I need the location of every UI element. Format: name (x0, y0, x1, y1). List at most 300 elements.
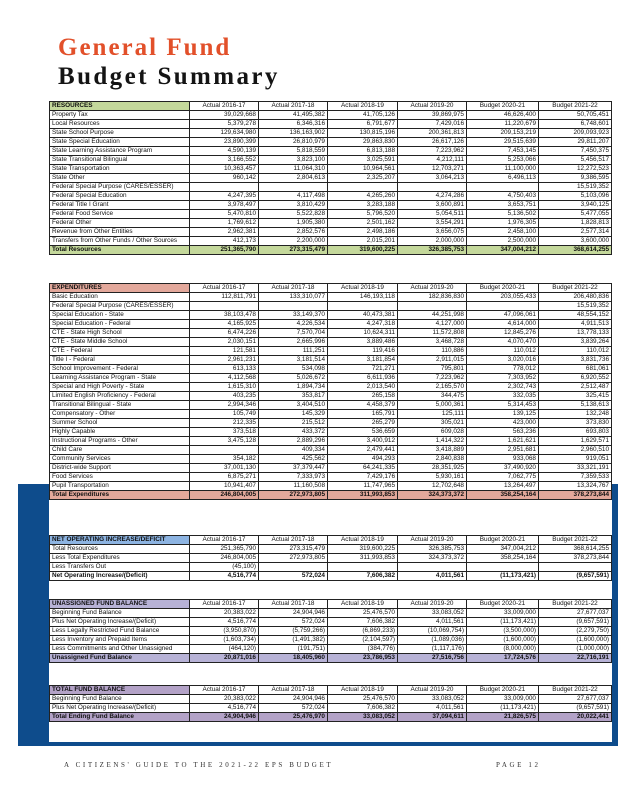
table-row (50, 302, 612, 311)
value-cell: 5,054,511 (398, 210, 467, 219)
value-cell: 33,321,191 (539, 464, 612, 473)
row-label: Special and High Poverty - State (50, 383, 190, 392)
value-cell: 2,479,441 (328, 446, 398, 455)
value-cell: 246,804,005 (190, 491, 259, 500)
value-cell: 64,241,335 (328, 464, 398, 473)
value-cell: 368,614,255 (539, 545, 612, 554)
value-cell: 4,274,286 (398, 192, 467, 201)
value-cell: 18,405,960 (259, 654, 328, 663)
value-cell (328, 302, 398, 311)
value-cell: 353,817 (259, 392, 328, 401)
value-cell: 2,960,510 (539, 446, 612, 455)
row-label: CTE - State High School (50, 329, 190, 338)
value-cell: 12,702,648 (398, 482, 467, 491)
value-cell: 7,223,962 (398, 147, 467, 156)
value-cell: 563,236 (467, 428, 539, 437)
row-label: Special Education - State (50, 311, 190, 320)
row-label: Pupil Transportation (50, 482, 190, 491)
column-header: Actual 2018-19 (328, 536, 398, 545)
column-header: Actual 2018-19 (328, 284, 398, 293)
value-cell: (2,279,750) (539, 627, 612, 636)
value-cell: 44,251,998 (398, 311, 467, 320)
value-cell: 25,476,970 (259, 713, 328, 722)
value-cell: 215,512 (259, 419, 328, 428)
value-cell: 778,012 (467, 365, 539, 374)
value-cell: 2,200,000 (259, 237, 328, 246)
column-header: Actual 2018-19 (328, 102, 398, 111)
value-cell: 3,831,736 (539, 356, 612, 365)
value-cell: 4,011,561 (398, 618, 467, 627)
value-cell: 26,810,979 (259, 138, 328, 147)
value-cell: 17,724,576 (467, 654, 539, 663)
value-cell: 47,096,061 (467, 311, 539, 320)
value-cell: 6,875,271 (190, 473, 259, 482)
value-cell: 272,973,805 (259, 491, 328, 500)
table-row (50, 201, 612, 210)
value-cell: (10,069,754) (398, 627, 467, 636)
value-cell: 4,614,000 (467, 320, 539, 329)
value-cell: 29,515,639 (467, 138, 539, 147)
table-row (50, 219, 612, 228)
value-cell: (3,500,000) (467, 627, 539, 636)
value-cell: 3,181,514 (259, 356, 328, 365)
value-cell: 3,653,751 (467, 201, 539, 210)
value-cell: 37,094,611 (398, 713, 467, 722)
value-cell: (9,657,591) (539, 572, 612, 581)
value-cell: 139,125 (467, 410, 539, 419)
value-cell: 344,475 (398, 392, 467, 401)
value-cell: 209,093,923 (539, 129, 612, 138)
value-cell: 305,021 (398, 419, 467, 428)
value-cell: 12,845,276 (467, 329, 539, 338)
column-header: Actual 2016-17 (190, 102, 259, 111)
value-cell: 721,271 (328, 365, 398, 374)
value-cell (539, 563, 612, 572)
table-row (50, 618, 612, 627)
row-label: Total Resources (50, 246, 190, 255)
row-label: School Improvement - Federal (50, 365, 190, 374)
table-row (50, 410, 612, 419)
value-cell: (11,173,421) (467, 618, 539, 627)
value-cell: 15,519,352 (539, 302, 612, 311)
value-cell: 2,000,000 (398, 237, 467, 246)
value-cell: 795,801 (398, 365, 467, 374)
value-cell: 358,254,164 (467, 554, 539, 563)
value-cell (328, 183, 398, 192)
value-cell: 29,811,207 (539, 138, 612, 147)
value-cell (259, 563, 328, 572)
value-cell: 11,220,679 (467, 120, 539, 129)
row-label: Net Operating Increase/(Deficit) (50, 572, 190, 581)
value-cell: 326,385,753 (398, 246, 467, 255)
value-cell: 182,836,830 (398, 293, 467, 302)
value-cell: 41,495,382 (259, 111, 328, 120)
value-cell: 200,361,813 (398, 129, 467, 138)
row-label: State Transportation (50, 165, 190, 174)
value-cell: 4,247,318 (328, 320, 398, 329)
table-row (50, 338, 612, 347)
value-cell: 4,516,774 (190, 618, 259, 627)
value-cell (467, 183, 539, 192)
row-label: State Transitional Bilingual (50, 156, 190, 165)
value-cell: 358,254,164 (467, 491, 539, 500)
value-cell: 27,516,756 (398, 654, 467, 663)
resources-table (49, 101, 612, 255)
value-cell: 3,283,188 (328, 201, 398, 210)
value-cell: 423,000 (467, 419, 539, 428)
total-fund-balance-table (49, 685, 612, 722)
value-cell: 39,869,975 (398, 111, 467, 120)
value-cell: 3,020,016 (467, 356, 539, 365)
value-cell: 6,346,316 (259, 120, 328, 129)
value-cell: 7,062,775 (467, 473, 539, 482)
value-cell: 1,905,380 (259, 219, 328, 228)
column-header: Actual 2019-20 (398, 536, 467, 545)
table-row (50, 545, 612, 554)
column-header: Actual 2017-18 (259, 102, 328, 111)
value-cell: 33,083,052 (398, 609, 467, 618)
row-label: Less Total Expenditures (50, 554, 190, 563)
value-cell: 324,373,372 (398, 554, 467, 563)
value-cell: 4,458,379 (328, 401, 398, 410)
table-row (50, 455, 612, 464)
row-label: Food Services (50, 473, 190, 482)
value-cell: 433,372 (259, 428, 328, 437)
row-label: Less Legally Restricted Fund Balance (50, 627, 190, 636)
value-cell: (384,776) (328, 645, 398, 654)
value-cell: 246,804,005 (190, 554, 259, 563)
value-cell (467, 302, 539, 311)
unassigned-header-row (50, 600, 612, 609)
table-row (50, 138, 612, 147)
value-cell: 112,811,791 (190, 293, 259, 302)
value-cell: 2,840,838 (398, 455, 467, 464)
value-cell: 11,064,310 (259, 165, 328, 174)
value-cell: 5,818,559 (259, 147, 328, 156)
value-cell: 536,659 (328, 428, 398, 437)
row-label: Federal Food Service (50, 210, 190, 219)
table-row (50, 347, 612, 356)
value-cell: 3,889,486 (328, 338, 398, 347)
value-cell: 311,993,853 (328, 554, 398, 563)
value-cell: 7,453,145 (467, 147, 539, 156)
value-cell: 3,810,429 (259, 201, 328, 210)
table-row (50, 174, 612, 183)
total-row (50, 491, 612, 500)
table-row (50, 428, 612, 437)
value-cell: 3,400,912 (328, 437, 398, 446)
row-label: Community Services (50, 455, 190, 464)
value-cell: 129,634,980 (190, 129, 259, 138)
row-label: Title I - Federal (50, 356, 190, 365)
value-cell: 6,748,601 (539, 120, 612, 129)
value-cell: 272,973,805 (259, 554, 328, 563)
value-cell: 326,385,753 (398, 545, 467, 554)
column-header: Actual 2019-20 (398, 102, 467, 111)
value-cell: 7,429,176 (328, 473, 398, 482)
table-row (50, 464, 612, 473)
value-cell: (45,100) (190, 563, 259, 572)
row-label: Total Resources (50, 545, 190, 554)
value-cell: 10,964,561 (328, 165, 398, 174)
value-cell: 412,173 (190, 237, 259, 246)
value-cell: 39,029,668 (190, 111, 259, 120)
value-cell: 2,962,381 (190, 228, 259, 237)
value-cell: 7,606,382 (328, 704, 398, 713)
column-header: Actual 2018-19 (328, 686, 398, 695)
value-cell: 3,181,854 (328, 356, 398, 365)
operating-header-row (50, 536, 612, 545)
value-cell: 165,791 (328, 410, 398, 419)
column-header: Actual 2016-17 (190, 600, 259, 609)
column-header: Actual 2019-20 (398, 686, 467, 695)
value-cell: 13,324,767 (539, 482, 612, 491)
value-cell: 9,386,595 (539, 174, 612, 183)
column-header: Actual 2017-18 (259, 600, 328, 609)
value-cell: 960,142 (190, 174, 259, 183)
value-cell: 409,334 (259, 446, 328, 455)
row-label: Beginning Fund Balance (50, 609, 190, 618)
row-label: Transitional Bilingual - State (50, 401, 190, 410)
value-cell: 119,416 (328, 347, 398, 356)
value-cell: 5,253,066 (467, 156, 539, 165)
value-cell: 6,474,226 (190, 329, 259, 338)
value-cell: 209,153,219 (467, 129, 539, 138)
row-label: Summer School (50, 419, 190, 428)
value-cell: 206,480,836 (539, 293, 612, 302)
value-cell: 2,889,296 (259, 437, 328, 446)
column-header: Actual 2016-17 (190, 686, 259, 695)
value-cell: 21,826,575 (467, 713, 539, 722)
value-cell: (1,117,176) (398, 645, 467, 654)
column-header: Actual 2017-18 (259, 686, 328, 695)
table-row (50, 473, 612, 482)
value-cell: (11,173,421) (467, 572, 539, 581)
table-row (50, 419, 612, 428)
table-row (50, 383, 612, 392)
row-label: Federal Special Education (50, 192, 190, 201)
value-cell: 5,314,453 (467, 401, 539, 410)
row-label: Unassigned Fund Balance (50, 654, 190, 663)
value-cell: 25,476,570 (328, 695, 398, 704)
value-cell: 2,852,576 (259, 228, 328, 237)
value-cell: (1,600,000) (539, 636, 612, 645)
table-row (50, 401, 612, 410)
value-cell: 22,716,191 (539, 654, 612, 663)
value-cell: 15,519,352 (539, 183, 612, 192)
value-cell: 273,315,479 (259, 246, 328, 255)
value-cell: 2,165,570 (398, 383, 467, 392)
value-cell: 2,577,314 (539, 228, 612, 237)
table-row (50, 482, 612, 491)
section-title: UNASSIGNED FUND BALANCE (50, 600, 190, 609)
value-cell: 2,911,015 (398, 356, 467, 365)
value-cell: 41,705,126 (328, 111, 398, 120)
table-row (50, 695, 612, 704)
value-cell: 20,022,441 (539, 713, 612, 722)
value-cell: (6,869,233) (328, 627, 398, 636)
row-label: Plus Net Operating Increase/(Deficit) (50, 618, 190, 627)
value-cell: 2,501,162 (328, 219, 398, 228)
value-cell: 373,830 (539, 419, 612, 428)
table-row (50, 392, 612, 401)
value-cell: 4,011,561 (398, 572, 467, 581)
section-title: TOTAL FUND BALANCE (50, 686, 190, 695)
column-header: Budget 2020-21 (467, 686, 539, 695)
value-cell: 11,572,808 (398, 329, 467, 338)
row-label: Plus Net Operating Increase/(Deficit) (50, 704, 190, 713)
value-cell: 10,941,407 (190, 482, 259, 491)
section-title: EXPENDITURES (50, 284, 190, 293)
value-cell (259, 183, 328, 192)
value-cell: 24,904,946 (259, 609, 328, 618)
row-label: State Special Education (50, 138, 190, 147)
value-cell: 2,500,000 (467, 237, 539, 246)
value-cell: 368,614,255 (539, 246, 612, 255)
value-cell: (191,751) (259, 645, 328, 654)
value-cell (259, 302, 328, 311)
value-cell: 2,498,186 (328, 228, 398, 237)
section-title: RESOURCES (50, 102, 190, 111)
table-row (50, 704, 612, 713)
row-label: Local Resources (50, 120, 190, 129)
value-cell (398, 183, 467, 192)
value-cell: 37,379,447 (259, 464, 328, 473)
row-label: Less Transfers Out (50, 563, 190, 572)
table-row (50, 120, 612, 129)
value-cell: 2,325,207 (328, 174, 398, 183)
value-cell: 347,004,212 (467, 545, 539, 554)
value-cell: 2,994,346 (190, 401, 259, 410)
value-cell: 933,068 (467, 455, 539, 464)
row-label: Limited English Proficiency - Federal (50, 392, 190, 401)
value-cell: 5,522,828 (259, 210, 328, 219)
row-label: Less Inventory and Prepaid Items (50, 636, 190, 645)
row-label: Transfers from Other Funds / Other Sources (50, 237, 190, 246)
table-row (50, 320, 612, 329)
table-row (50, 192, 612, 201)
value-cell: 4,750,403 (467, 192, 539, 201)
value-cell: 28,351,925 (398, 464, 467, 473)
value-cell: 7,606,382 (328, 618, 398, 627)
value-cell: 347,004,212 (467, 246, 539, 255)
value-cell: 7,606,382 (328, 572, 398, 581)
total-row (50, 713, 612, 722)
row-label: CTE - Federal (50, 347, 190, 356)
value-cell: 26,617,126 (398, 138, 467, 147)
value-cell: 534,098 (259, 365, 328, 374)
value-cell: 4,226,534 (259, 320, 328, 329)
value-cell: 33,083,052 (328, 713, 398, 722)
unassigned-fund-balance-table (49, 599, 612, 663)
value-cell: 203,055,433 (467, 293, 539, 302)
value-cell: 4,516,774 (190, 572, 259, 581)
row-label: Federal Other (50, 219, 190, 228)
value-cell: 13,264,497 (467, 482, 539, 491)
value-cell: 24,904,946 (259, 695, 328, 704)
column-header: Budget 2020-21 (467, 102, 539, 111)
value-cell: 130,815,196 (328, 129, 398, 138)
value-cell: 3,656,075 (398, 228, 467, 237)
table-row (50, 311, 612, 320)
value-cell: 4,911,513 (539, 320, 612, 329)
table-row (50, 356, 612, 365)
value-cell: 27,677,037 (539, 609, 612, 618)
value-cell: 3,468,728 (398, 338, 467, 347)
value-cell: (1,000,000) (539, 645, 612, 654)
value-cell: 7,359,533 (539, 473, 612, 482)
value-cell: 13,778,133 (539, 329, 612, 338)
row-label: District-wide Support (50, 464, 190, 473)
value-cell: 2,030,151 (190, 338, 259, 347)
value-cell: 3,554,291 (398, 219, 467, 228)
value-cell: 6,920,552 (539, 374, 612, 383)
value-cell: 5,930,161 (398, 473, 467, 482)
value-cell: 110,886 (398, 347, 467, 356)
column-header: Budget 2021-22 (539, 600, 612, 609)
row-label: Federal Special Purpose (CARES/ESSER) (50, 183, 190, 192)
row-label: State Learning Assistance Program (50, 147, 190, 156)
value-cell: 1,414,322 (398, 437, 467, 446)
value-cell: 5,477,055 (539, 210, 612, 219)
value-cell: 681,061 (539, 365, 612, 374)
value-cell: 1,615,310 (190, 383, 259, 392)
value-cell (328, 563, 398, 572)
value-cell: 23,890,399 (190, 138, 259, 147)
value-cell: 33,083,052 (398, 695, 467, 704)
table-row (50, 129, 612, 138)
value-cell: (3,950,870) (190, 627, 259, 636)
value-cell: 3,025,591 (328, 156, 398, 165)
value-cell: 2,015,201 (328, 237, 398, 246)
table-row (50, 365, 612, 374)
table-row (50, 329, 612, 338)
row-label: Total Ending Fund Balance (50, 713, 190, 722)
value-cell: 50,705,451 (539, 111, 612, 120)
value-cell: 110,012 (467, 347, 539, 356)
value-cell: 319,600,225 (328, 545, 398, 554)
value-cell: 125,111 (398, 410, 467, 419)
value-cell: 111,251 (259, 347, 328, 356)
value-cell: 3,600,000 (539, 237, 612, 246)
value-cell: 1,828,813 (539, 219, 612, 228)
row-label: Revenue from Other Entities (50, 228, 190, 237)
page-subtitle: Budget Summary (58, 63, 280, 90)
value-cell: (9,657,591) (539, 618, 612, 627)
value-cell: 10,363,457 (190, 165, 259, 174)
value-cell: 2,665,996 (259, 338, 328, 347)
value-cell: (8,000,000) (467, 645, 539, 654)
value-cell: (11,173,421) (467, 704, 539, 713)
value-cell: 37,490,920 (467, 464, 539, 473)
table-row (50, 437, 612, 446)
row-label: Instructional Programs - Other (50, 437, 190, 446)
value-cell: 12,272,523 (539, 165, 612, 174)
value-cell: 332,035 (467, 392, 539, 401)
value-cell: 27,677,037 (539, 695, 612, 704)
value-cell: 693,803 (539, 428, 612, 437)
value-cell: (1,089,036) (398, 636, 467, 645)
value-cell: 2,302,743 (467, 383, 539, 392)
value-cell: 23,786,953 (328, 654, 398, 663)
value-cell: 5,138,613 (539, 401, 612, 410)
column-header: Budget 2021-22 (539, 284, 612, 293)
value-cell: 5,470,810 (190, 210, 259, 219)
column-header: Actual 2019-20 (398, 284, 467, 293)
value-cell: 7,333,973 (259, 473, 328, 482)
value-cell: 212,335 (190, 419, 259, 428)
value-cell: 494,293 (328, 455, 398, 464)
